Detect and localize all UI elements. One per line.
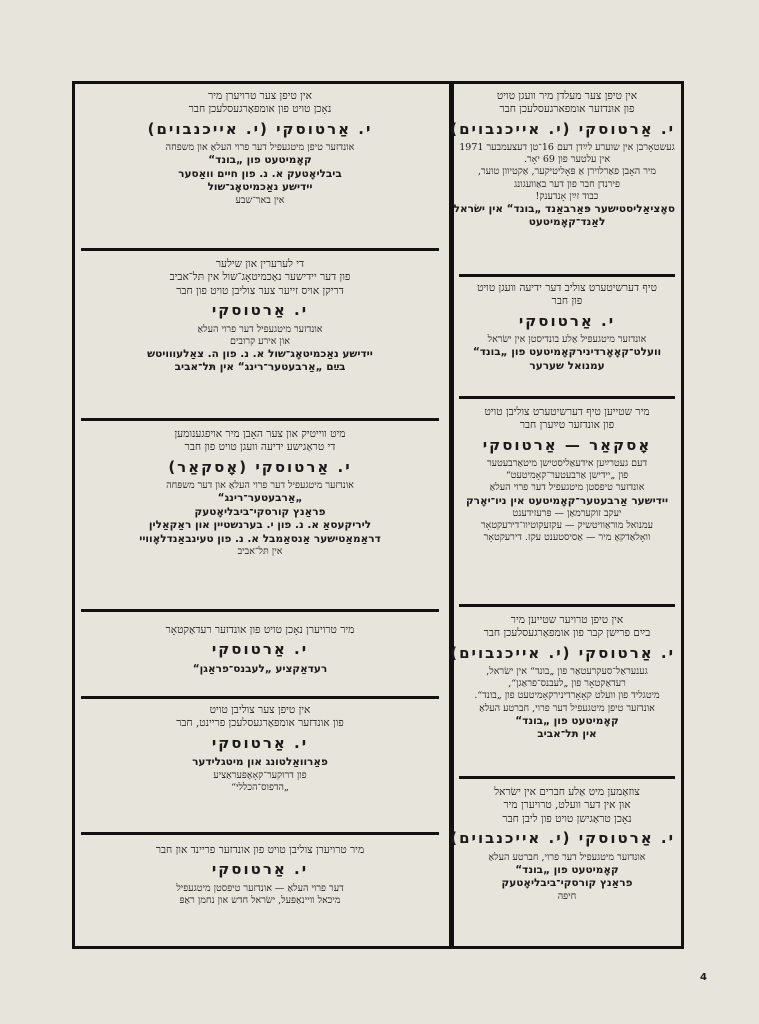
signature-line: אין באר־שבע bbox=[235, 194, 285, 206]
notice-line: די טראַגישע ידיעה וועגן טויט פון חבר bbox=[184, 441, 336, 454]
signature-line: יידישע נאַכמיטאָג־שול א. נ. פון ה. צאַלעווויטש bbox=[147, 347, 373, 360]
notice-line: מיט ווייטיק און צער האָבן מיר אויפגענומען bbox=[174, 428, 346, 440]
notice-l6 bbox=[75, 844, 445, 907]
notice-line: אונדזער מיטגעפיל דער פרוי העלאַ bbox=[197, 323, 323, 335]
page-number: 4 bbox=[700, 972, 707, 983]
divider-rule bbox=[459, 776, 675, 779]
deceased-name: י. אַרטוסקי bbox=[211, 301, 309, 320]
signature-line: פראַנץ קורסקי־ביבליאָטעק bbox=[501, 877, 633, 890]
notice-line: אין טיפן צער מעלדן מיר וועגן טויט bbox=[496, 90, 638, 102]
notice-line: כבוד זײַן אָנדענק! bbox=[535, 190, 599, 202]
notice-l2 bbox=[75, 258, 445, 375]
signature-line: ביבליאָטעק א. נ. פון חיים וואַסער bbox=[178, 167, 342, 180]
deceased-name: י. אַרטוסקי (י. אייכנבוים) bbox=[147, 119, 373, 138]
signature-line: עמנואל מוראַוויטשיק — עקזעקוטיוו־דירעקטאָר bbox=[480, 520, 654, 532]
notice-l3 bbox=[75, 428, 445, 558]
notice-r2 bbox=[453, 282, 681, 373]
notice-line: פון „יידישן אַרבעטער־קאָמיטעט“ bbox=[505, 470, 629, 482]
signature-line: קאָמיטעט פון „בונד“ bbox=[208, 154, 312, 167]
notice-line: פון חבר bbox=[551, 295, 583, 308]
deceased-name: י. אַרטוסקי bbox=[211, 733, 309, 752]
signature-line: יידישער אַרבעטער־קאָמיטעט אין ניו־יאָרק bbox=[465, 494, 669, 507]
divider-rule bbox=[81, 609, 439, 612]
signature-line: אונדזער טיפן מיטגעפיל דער פרוי, חברטע העלאַ bbox=[479, 702, 655, 714]
notice-line: פון אונדזער טײַערן חבר bbox=[519, 419, 615, 432]
notice-r4 bbox=[450, 614, 681, 742]
signature-line: בײַם „אַרבעטער־רינג“ אין תּל־אביב bbox=[174, 361, 346, 374]
notice-line: טיף דערשיטערט צוליב דער ידיעה וועגן טויט bbox=[477, 282, 657, 294]
notice-line: צוזאַמען מיט אַלע חברים אין ישׂראל bbox=[494, 786, 640, 798]
signature-line: מיכאל וויינאַפּעל, ישׂראל חדש און נחמן ראַפּ bbox=[179, 894, 341, 906]
notice-l1 bbox=[75, 90, 445, 207]
notice-line: פון דער יידישער נאַכמיטאָג־שול אין תּל־אביב bbox=[169, 271, 351, 284]
signature-line: פראַנץ קורסקי־ביבליאָטעק bbox=[194, 505, 326, 518]
signature-line: חיפה bbox=[557, 890, 577, 902]
divider-rule bbox=[459, 604, 675, 607]
signature-line: עמנואל שערער bbox=[529, 359, 605, 372]
deceased-name: י. אַרטוסקי (י. אייכנבוים) bbox=[450, 119, 675, 138]
notices-frame bbox=[72, 81, 684, 949]
divider-rule bbox=[81, 248, 439, 251]
deceased-name: י. אַרטוסקי bbox=[211, 640, 309, 659]
divider-rule bbox=[459, 396, 675, 399]
notice-r1 bbox=[450, 90, 681, 230]
notice-line: אונדזער טיפן מיטגעפיל דער פרוי העלאַ און משפחה bbox=[165, 142, 355, 154]
signature-line: ליריקעסאַ א. נ. פון י. בערנשטיין און ראַקאַלין bbox=[148, 519, 372, 532]
notice-line: מיטגליד פון וועלט קאָאָרדינירקאָמיטעט פון „בונד“. bbox=[474, 690, 660, 702]
notice-line: אין טיפן צער טרויערן מיר bbox=[208, 90, 312, 102]
left-column bbox=[75, 84, 445, 946]
notice-line: אין טיפן צער צוליבן טויט bbox=[209, 704, 311, 716]
right-column bbox=[450, 84, 681, 946]
notice-line: גענעראַל־סעקרעטאַר פון „בונד“ אין ישׂראל, bbox=[486, 666, 648, 678]
notice-line: רעדאַקטאָר פון „לעבנס־פראַגן“, bbox=[508, 678, 626, 690]
deceased-name: י. אַרטוסקי (אָסקאַר) bbox=[168, 457, 352, 476]
notice-line: מיר טרויערן נאָכן טויט פון אונדזער רעדאַקטאָר bbox=[165, 624, 355, 636]
divider-rule bbox=[81, 696, 439, 699]
signature-line: „הדפוס־הכללי“ bbox=[231, 781, 289, 793]
notice-l5 bbox=[75, 704, 445, 794]
notice-line: אונדזער מיטגעפיל דער פרוי העלאַ און דער משפּחה bbox=[166, 480, 354, 492]
signature-line: „אַרבעטער־רינג“ bbox=[217, 492, 303, 505]
divider-rule bbox=[81, 832, 439, 835]
deceased-name: י. אַרטוסקי (י. אייכנבוים) bbox=[450, 643, 675, 662]
divider-rule bbox=[81, 418, 439, 421]
deceased-name: י. אַרטוסקי bbox=[518, 311, 616, 330]
signature-line: קאָמיטעט פון „בונד“ bbox=[515, 863, 619, 876]
signature-line: אין תּל־אביב bbox=[537, 728, 597, 741]
notice-r3 bbox=[453, 406, 681, 544]
signature-line: וואָלאַדקאָ מיר — אַסיסטענט עקז. דירעקטאָר bbox=[483, 532, 651, 544]
notice-line: פון אונדזער אומפארגעסלעכן חבר bbox=[499, 103, 635, 116]
notice-line: נאָכן טראַגישן טויט פון ליבן חבר bbox=[502, 812, 632, 825]
signature-line: יעקב זוקערמאַן — פּרעזידענט bbox=[512, 507, 622, 519]
notice-line: די לערערין און שילער bbox=[215, 258, 305, 270]
notice-line: נאָכן טויט פון אומפאַרגעסלעכן חבר bbox=[188, 103, 332, 116]
signature-line: קאָמיטעט פון „בונד“ bbox=[515, 714, 619, 727]
notice-line: אונדזער מיטגעפיל אַלע בונדיסטן אין ישׂראל bbox=[487, 334, 647, 346]
notice-line: אונדזער מיטגעפיל דער פרוי, חברטע העלאַ bbox=[488, 851, 646, 863]
signature-line: פון דרוקער־קאָאָפּעראַציע bbox=[213, 769, 307, 781]
signature-line: וועלט־קאָאָרדינירקאָמיטעט פון „בונד“ bbox=[472, 346, 662, 359]
signature-line: דראַמאַטישער אַנסאַמבל א. נ. פון טעינבאַנדלאָוויי bbox=[139, 532, 381, 545]
deceased-name: י. אַרטוסקי (י. אייכנבוים) bbox=[450, 829, 675, 848]
signature-line: יידישע נאַכמיטאָג־שול bbox=[207, 181, 313, 194]
notice-line: אין טיפן טרויער שטייען מיר bbox=[510, 614, 624, 626]
notice-line: בײַם פרישן קבר פון אומפאַרגעסלעכן חבר bbox=[483, 627, 651, 640]
notice-line: דעם געטרײַען אידעאַליסטישן מיטאַרבעטער bbox=[486, 458, 648, 470]
divider-rule bbox=[459, 274, 675, 277]
notice-line: מיר האָבן פאַרלוירן אַ פּאָליטיקער, אַקטיוון טוער, bbox=[477, 166, 657, 178]
signature-line: פאַרוואַלטונג און מיטגלידער bbox=[192, 756, 328, 769]
notice-line: אין עלטער פון 69 יאָר. bbox=[523, 154, 611, 166]
signature-line: לאַנד־קאָמיטעט bbox=[528, 216, 606, 229]
notice-line: מיר שטייען טיף דערשיטערט צוליבן טויט bbox=[484, 406, 650, 418]
notice-line: און אירע קרובים bbox=[229, 335, 290, 347]
notice-line: און אין דער וועלט, טרויערן מיר bbox=[503, 799, 631, 812]
notice-line: פירנדן חבר פון דער באַוועגונג bbox=[514, 178, 620, 190]
signature-line: רעדאַקציע „לעבנס־פראַגן“ bbox=[192, 662, 328, 675]
notice-l4 bbox=[75, 624, 445, 676]
signature-line: סאָציאַליסטישער פּאַרבאַנד „בונד“ אין ישׂראל bbox=[453, 202, 675, 215]
deceased-name: י. אַרטוסקי bbox=[211, 860, 309, 879]
signature-line: אין תּל־אביב bbox=[237, 545, 283, 557]
notice-line: מיר טרויערן צוליבן טויט פון אונדזער פריינד און חבר bbox=[155, 844, 365, 856]
deceased-name: אָסקאַר — אַרטוסקי bbox=[482, 435, 652, 454]
notice-line: געשטאָרבן אין שוערע לײַדן דעם 16־טן דעצעמבער 1971 bbox=[459, 142, 675, 154]
notice-line: פון אונדזער אומפאַרגעסלעכן פריינט, חבר bbox=[176, 717, 344, 730]
notice-line: דריקן אויס זייער צער צוליבן טויט פון חבר bbox=[176, 284, 344, 297]
notice-line: דער פרוי העלאַ — אונדזער טיפסטן מיטגעפיל bbox=[176, 882, 344, 894]
notice-line: אונדזער טיפסטן מיטגעפיל דער פרוי העלאַ bbox=[489, 482, 645, 494]
notice-r5 bbox=[450, 786, 681, 903]
